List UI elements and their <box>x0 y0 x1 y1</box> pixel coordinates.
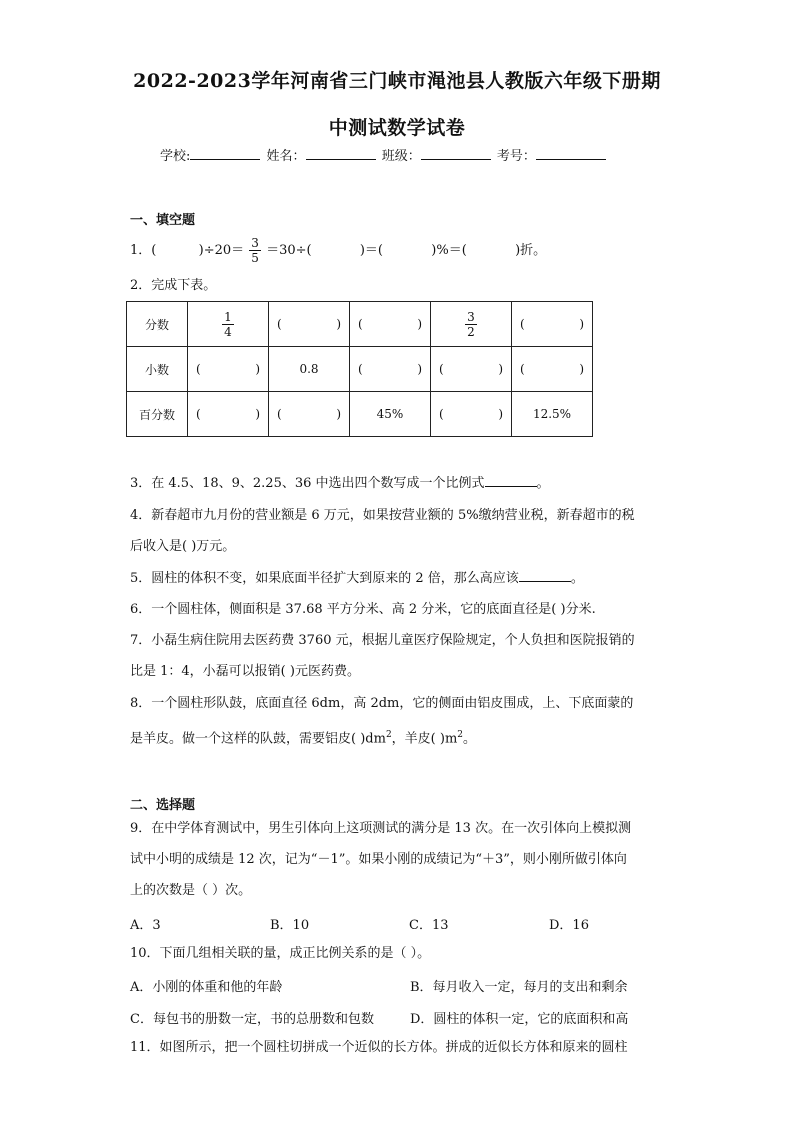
q10-option-d[interactable]: D．圆柱的体积一定，它的底面积和高 <box>410 1012 629 1027</box>
q10-option-a[interactable]: A．小刚的体重和他的年龄 <box>130 980 283 995</box>
q1-part-c: )＝( <box>359 243 384 258</box>
exam-number-blank[interactable] <box>536 146 606 160</box>
conversion-table <box>126 301 593 437</box>
table-blank-cell[interactable]: ( ) <box>431 347 512 392</box>
q1-prefix: 1．( <box>130 243 157 258</box>
frac-num: 1 <box>224 309 232 324</box>
question-5 <box>130 569 665 589</box>
q8-text-b: ，羊皮( )m <box>391 731 458 747</box>
q3-end: 。 <box>536 476 550 491</box>
table-blank-cell[interactable]: ( ) <box>350 347 431 392</box>
name-label: 姓名： <box>266 149 306 164</box>
class-blank[interactable] <box>421 146 491 160</box>
section-choice-title: 二、选择题 <box>130 798 196 813</box>
table-blank-cell[interactable]: ( ) <box>269 392 350 437</box>
cell-percent-45: 45% <box>350 392 431 437</box>
q3-answer-blank[interactable] <box>485 474 537 487</box>
question-6: 6．一个圆柱体，侧面积是 37.68 平方分米、高 2 分米，它的底面直径是( )分米. <box>130 602 596 617</box>
frac-den: 2 <box>467 324 475 339</box>
q1-frac-den: 5 <box>251 251 259 265</box>
q5-text: 5．圆柱的体积不变，如果底面半径扩大到原来的 2 倍，那么高应该 <box>130 571 519 586</box>
table-blank-cell[interactable]: ( ) <box>269 302 350 347</box>
question-9-line3: 上的次数是（ ）次。 <box>130 883 252 898</box>
question-2: 2．完成下表。 <box>130 278 217 293</box>
name-blank[interactable] <box>306 146 376 160</box>
row-label-percent: 百分数 <box>127 392 188 437</box>
row-label-decimal: 小数 <box>127 347 188 392</box>
q5-answer-blank[interactable] <box>519 569 571 582</box>
question-1 <box>130 236 665 265</box>
cell-decimal-value: 0.8 <box>269 347 350 392</box>
frac-den: 4 <box>224 324 232 339</box>
q1-part-d: )%＝( <box>431 243 467 258</box>
row-label-fraction: 分数 <box>127 302 188 347</box>
table-blank-cell[interactable]: ( ) <box>188 347 269 392</box>
q10-option-c[interactable]: C．每包书的册数一定，书的总册数和包数 <box>130 1012 374 1027</box>
question-11: 11．如图所示，把一个圆柱切拼成一个近似的长方体。拼成的近似长方体和原来的圆柱 <box>130 1040 628 1055</box>
q8-text-a: 是羊皮。做一个这样的队鼓，需要铝皮( )dm <box>130 731 386 747</box>
question-9-line2: 试中小明的成绩是 12 次，记为“－1”。如果小刚的成绩记为“＋3”，则小刚所做引体向 <box>130 852 627 867</box>
question-7-line1: 7．小磊生病住院用去医药费 3760 元，根据儿童医疗保险规定，个人负担和医院报销的 <box>130 633 635 648</box>
question-9-line1: 9．在中学体育测试中，男生引体向上这项测试的满分是 13 次。在一次引体向上模拟测 <box>130 821 632 836</box>
exam-title-line2: 中测试数学试卷 <box>328 117 466 139</box>
table-row-decimal <box>127 347 593 392</box>
table-row-percent <box>127 392 593 437</box>
school-blank[interactable] <box>190 146 260 160</box>
table-blank-cell[interactable]: ( ) <box>512 347 593 392</box>
school-label: 学校: <box>160 149 191 164</box>
q10-option-b[interactable]: B．每月收入一定，每月的支出和剩余 <box>410 980 628 995</box>
q8-text-c: 。 <box>463 731 477 747</box>
q1-fraction <box>249 236 261 265</box>
cell-percent-12-5: 12.5% <box>512 392 593 437</box>
exam-title-line1: 2022-2023学年河南省三门峡市渑池县人教版六年级下册期 <box>133 70 661 92</box>
q9-option-b[interactable]: B．10 <box>270 918 310 933</box>
q9-option-c[interactable]: C．13 <box>409 918 449 933</box>
table-row-fraction <box>127 302 593 347</box>
question-8-line1: 8．一个圆柱形队鼓，底面直径 6dm，高 2dm，它的侧面由铝皮围成，上、下底面蒙的 <box>130 696 634 711</box>
question-7-line2: 比是 1：4，小磊可以报销( )元医药费。 <box>130 664 360 679</box>
question-8-line2 <box>130 725 665 749</box>
question-10: 10．下面几组相关联的量，成正比例关系的是（ ）。 <box>130 946 431 961</box>
q5-end: 。 <box>570 571 584 586</box>
frac-num: 3 <box>467 309 475 324</box>
exam-number-label: 考号： <box>496 149 536 164</box>
section-fill-blank-title: 一、填空题 <box>130 213 196 228</box>
question-3 <box>130 474 665 494</box>
q8-sup-1: 2 <box>385 730 392 740</box>
question-4-line1: 4．新春超市九月份的营业额是 6 万元，如果按营业额的 5%缴纳营业税，新春超市的税 <box>130 508 635 523</box>
q9-option-d[interactable]: D．16 <box>549 918 589 933</box>
table-blank-cell[interactable]: ( ) <box>431 392 512 437</box>
q9-option-a[interactable]: A．3 <box>130 918 161 933</box>
table-blank-cell[interactable]: ( ) <box>512 302 593 347</box>
cell-fraction-3-2 <box>431 302 512 347</box>
q1-part-a: )÷20＝ <box>198 243 245 258</box>
table-blank-cell[interactable]: ( ) <box>188 392 269 437</box>
question-4-line2: 后收入是( )万元。 <box>130 539 236 554</box>
q1-frac-num: 3 <box>251 236 259 250</box>
table-blank-cell[interactable]: ( ) <box>350 302 431 347</box>
q3-text: 3．在 4.5、18、9、2.25、36 中选出四个数写成一个比例式 <box>130 476 485 491</box>
cell-fraction-1-4 <box>188 302 269 347</box>
q1-part-e: )折。 <box>515 243 547 258</box>
q1-part-b: ＝30÷( <box>266 243 312 258</box>
class-label: 班级： <box>381 149 421 164</box>
q8-sup-2: 2 <box>457 730 464 740</box>
student-info-row <box>160 145 608 164</box>
